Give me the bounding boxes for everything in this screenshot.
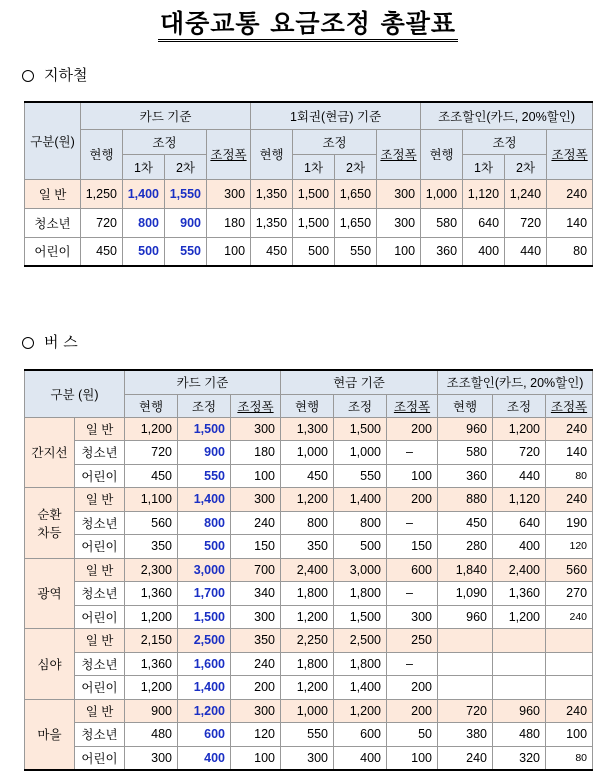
cell: 720	[81, 208, 123, 237]
current-header: 현행	[438, 394, 493, 417]
cell: 2,400	[281, 558, 334, 582]
cell: 190	[546, 511, 593, 535]
cell: 2,300	[125, 558, 178, 582]
table-row	[25, 558, 593, 582]
cell: 400	[178, 746, 231, 770]
second-header: 2차	[505, 154, 547, 179]
row-label: 청소년	[75, 723, 125, 747]
cell: 640	[463, 208, 505, 237]
cell: 360	[438, 464, 493, 488]
cell	[493, 652, 546, 676]
cell: 550	[165, 237, 207, 266]
cell: 2,400	[493, 558, 546, 582]
table-row	[25, 699, 593, 723]
cell: 1,360	[125, 652, 178, 676]
table-row	[25, 629, 593, 653]
table-row	[25, 605, 593, 629]
cell: 1,100	[125, 488, 178, 512]
cell: 270	[546, 582, 593, 606]
route-type-label-line2: 차등	[37, 525, 62, 540]
cell: 500	[123, 237, 165, 266]
cell: 1,200	[493, 605, 546, 629]
cell: 50	[387, 723, 438, 747]
cell: 180	[231, 441, 281, 465]
cell	[546, 629, 593, 653]
subway-discount-header: 조조할인(카드, 20%할인)	[421, 102, 593, 129]
cell: 1,360	[125, 582, 178, 606]
cell: –	[387, 652, 438, 676]
cell: 300	[387, 605, 438, 629]
cell: 480	[125, 723, 178, 747]
cell: 360	[421, 237, 463, 266]
cell: 100	[387, 746, 438, 770]
row-label: 어린이	[75, 535, 125, 559]
cell: 900	[165, 208, 207, 237]
cell: 240	[231, 652, 281, 676]
table-row	[25, 746, 593, 770]
cell: 100	[377, 237, 421, 266]
cell: 240	[546, 699, 593, 723]
cell	[493, 676, 546, 700]
cell: 560	[125, 511, 178, 535]
table-row	[25, 535, 593, 559]
cell: 1,200	[334, 699, 387, 723]
cell: 80	[546, 746, 593, 770]
cell: 1,600	[178, 652, 231, 676]
cell: 600	[334, 723, 387, 747]
cell: 200	[387, 417, 438, 441]
cell: –	[387, 582, 438, 606]
row-label: 일 반	[75, 488, 125, 512]
cell: 720	[438, 699, 493, 723]
range-header: 조정폭	[387, 394, 438, 417]
table-row	[25, 464, 593, 488]
table-row	[25, 237, 593, 266]
cell: 1,000	[334, 441, 387, 465]
bus-route-type	[25, 488, 75, 559]
row-label: 청소년	[75, 441, 125, 465]
table-row	[25, 417, 593, 441]
circle-bullet-icon	[22, 337, 34, 349]
cell: 240	[547, 179, 593, 208]
cell: 1,120	[493, 488, 546, 512]
cell: 440	[493, 464, 546, 488]
cell: 120	[546, 535, 593, 559]
cell: 350	[281, 535, 334, 559]
cell: 1,000	[281, 699, 334, 723]
cell: 300	[377, 179, 421, 208]
cell: 1,500	[178, 605, 231, 629]
table-row	[25, 582, 593, 606]
cell: 580	[438, 441, 493, 465]
cell: 450	[81, 237, 123, 266]
cell: –	[387, 511, 438, 535]
row-label: 어린이	[25, 237, 81, 266]
cell: 1,400	[123, 179, 165, 208]
cell: 250	[387, 629, 438, 653]
cell: 140	[547, 208, 593, 237]
subway-category-header: 구분(원)	[25, 102, 81, 179]
cell: 1,400	[178, 676, 231, 700]
row-label: 청소년	[25, 208, 81, 237]
second-header: 2차	[165, 154, 207, 179]
row-label: 어린이	[75, 676, 125, 700]
cell: 300	[377, 208, 421, 237]
current-header: 현행	[421, 129, 463, 179]
circle-bullet-icon	[22, 70, 34, 82]
cell: 440	[505, 237, 547, 266]
row-label: 일 반	[25, 179, 81, 208]
cell: 1,200	[178, 699, 231, 723]
row-label: 일 반	[75, 629, 125, 653]
current-header: 현행	[281, 394, 334, 417]
cell: 500	[334, 535, 387, 559]
cell: 240	[546, 605, 593, 629]
cell: 500	[178, 535, 231, 559]
cell: 300	[207, 179, 251, 208]
cell: 960	[438, 605, 493, 629]
cell: 640	[493, 511, 546, 535]
cell: 1,250	[81, 179, 123, 208]
cell: 100	[546, 723, 593, 747]
row-label: 청소년	[75, 652, 125, 676]
cell: 1,200	[125, 605, 178, 629]
cell	[438, 676, 493, 700]
cell: 720	[125, 441, 178, 465]
first-header: 1차	[463, 154, 505, 179]
current-header: 현행	[125, 394, 178, 417]
cell: 1,650	[335, 179, 377, 208]
cell: 450	[125, 464, 178, 488]
bus-route-type	[25, 699, 75, 770]
cell: 1,840	[438, 558, 493, 582]
cell: 1,500	[334, 417, 387, 441]
subway-cash-header: 1회권(현금) 기준	[251, 102, 421, 129]
row-label: 어린이	[75, 605, 125, 629]
table-row	[25, 488, 593, 512]
cell: 1,800	[281, 582, 334, 606]
cell: 300	[125, 746, 178, 770]
cell: 300	[231, 605, 281, 629]
cell: 1,200	[493, 417, 546, 441]
cell	[438, 629, 493, 653]
cell: –	[387, 441, 438, 465]
cell: 240	[546, 417, 593, 441]
cell: 1,800	[334, 652, 387, 676]
cell: 280	[438, 535, 493, 559]
range-header: 조정폭	[377, 129, 421, 179]
cell: 200	[387, 676, 438, 700]
route-type-label: 마을	[37, 728, 62, 742]
cell: 1,550	[165, 179, 207, 208]
cell: 560	[546, 558, 593, 582]
row-label: 어린이	[75, 464, 125, 488]
route-type-label: 광역	[37, 587, 62, 602]
cell: 100	[207, 237, 251, 266]
first-header: 1차	[293, 154, 335, 179]
adjust-header: 조정	[293, 129, 377, 154]
cell: 200	[387, 488, 438, 512]
cell: 1,200	[281, 488, 334, 512]
cell: 720	[493, 441, 546, 465]
cell: 800	[178, 511, 231, 535]
bus-cash-header: 현금 기준	[281, 370, 438, 394]
subway-section-heading: 지하철	[22, 64, 87, 85]
cell: 1,090	[438, 582, 493, 606]
cell: 1,500	[293, 179, 335, 208]
cell: 1,360	[493, 582, 546, 606]
cell: 600	[387, 558, 438, 582]
table-row	[25, 676, 593, 700]
row-label: 일 반	[75, 699, 125, 723]
row-label: 어린이	[75, 746, 125, 770]
cell: 900	[178, 441, 231, 465]
cell: 1,650	[335, 208, 377, 237]
cell: 200	[387, 699, 438, 723]
cell	[546, 676, 593, 700]
route-type-label: 심야	[37, 657, 62, 672]
cell	[546, 652, 593, 676]
subway-card-header: 카드 기준	[81, 102, 251, 129]
cell: 200	[231, 676, 281, 700]
row-label: 일 반	[75, 558, 125, 582]
cell: 3,000	[334, 558, 387, 582]
cell: 1,400	[334, 488, 387, 512]
cell: 1,120	[463, 179, 505, 208]
cell: 550	[335, 237, 377, 266]
cell: 800	[281, 511, 334, 535]
cell: 150	[387, 535, 438, 559]
cell: 1,200	[281, 605, 334, 629]
cell: 240	[231, 511, 281, 535]
cell: 2,150	[125, 629, 178, 653]
cell: 400	[463, 237, 505, 266]
cell: 700	[231, 558, 281, 582]
adjust-header: 조정	[334, 394, 387, 417]
row-label: 청소년	[75, 511, 125, 535]
bus-category-header: 구분 (원)	[25, 370, 125, 417]
cell: 450	[281, 464, 334, 488]
table-row	[25, 511, 593, 535]
cell: 80	[547, 237, 593, 266]
table-row	[25, 208, 593, 237]
cell: 300	[281, 746, 334, 770]
cell: 340	[231, 582, 281, 606]
bus-route-type	[25, 417, 75, 488]
cell: 960	[438, 417, 493, 441]
cell: 350	[231, 629, 281, 653]
cell: 450	[438, 511, 493, 535]
range-header: 조정폭	[207, 129, 251, 179]
cell: 400	[334, 746, 387, 770]
cell: 300	[231, 699, 281, 723]
cell: 1,500	[178, 417, 231, 441]
cell: 550	[334, 464, 387, 488]
cell: 1,200	[281, 676, 334, 700]
cell: 580	[421, 208, 463, 237]
cell	[438, 652, 493, 676]
cell: 240	[438, 746, 493, 770]
cell: 480	[493, 723, 546, 747]
cell: 1,000	[281, 441, 334, 465]
cell: 1,000	[421, 179, 463, 208]
cell: 240	[546, 488, 593, 512]
route-type-label: 순환	[37, 507, 62, 522]
cell: 1,350	[251, 179, 293, 208]
subway-fare-table	[24, 101, 593, 267]
route-type-label: 간지선	[31, 446, 68, 461]
second-header: 2차	[335, 154, 377, 179]
cell: 720	[505, 208, 547, 237]
cell: 350	[125, 535, 178, 559]
cell: 550	[281, 723, 334, 747]
cell: 600	[178, 723, 231, 747]
current-header: 현행	[251, 129, 293, 179]
first-header: 1차	[123, 154, 165, 179]
cell: 180	[207, 208, 251, 237]
cell: 150	[231, 535, 281, 559]
cell: 1,700	[178, 582, 231, 606]
cell: 300	[231, 417, 281, 441]
cell: 400	[493, 535, 546, 559]
adjust-header: 조정	[493, 394, 546, 417]
cell: 1,800	[281, 652, 334, 676]
cell: 500	[293, 237, 335, 266]
cell: 100	[387, 464, 438, 488]
current-header: 현행	[81, 129, 123, 179]
cell: 80	[546, 464, 593, 488]
cell: 800	[334, 511, 387, 535]
cell: 1,400	[178, 488, 231, 512]
cell: 2,500	[334, 629, 387, 653]
cell: 140	[546, 441, 593, 465]
row-label: 청소년	[75, 582, 125, 606]
cell: 320	[493, 746, 546, 770]
cell: 100	[231, 464, 281, 488]
cell: 450	[251, 237, 293, 266]
cell: 1,200	[125, 676, 178, 700]
cell: 1,240	[505, 179, 547, 208]
table-row	[25, 652, 593, 676]
bus-route-type	[25, 558, 75, 629]
cell: 100	[231, 746, 281, 770]
range-header: 조정폭	[547, 129, 593, 179]
cell: 1,500	[334, 605, 387, 629]
bus-discount-header: 조조할인(카드, 20%할인)	[438, 370, 593, 394]
cell: 880	[438, 488, 493, 512]
range-header: 조정폭	[546, 394, 593, 417]
cell: 2,250	[281, 629, 334, 653]
cell: 3,000	[178, 558, 231, 582]
range-header: 조정폭	[231, 394, 281, 417]
page-title: 대중교통 요금조정 총괄표	[0, 4, 616, 40]
table-row	[25, 179, 593, 208]
row-label: 일 반	[75, 417, 125, 441]
cell: 1,200	[125, 417, 178, 441]
cell: 900	[125, 699, 178, 723]
adjust-header: 조정	[463, 129, 547, 154]
bus-card-header: 카드 기준	[125, 370, 281, 394]
adjust-header: 조정	[178, 394, 231, 417]
cell: 1,800	[334, 582, 387, 606]
cell	[493, 629, 546, 653]
adjust-header: 조정	[123, 129, 207, 154]
cell: 1,400	[334, 676, 387, 700]
cell: 800	[123, 208, 165, 237]
cell: 960	[493, 699, 546, 723]
bus-fare-table	[24, 369, 593, 771]
cell: 300	[231, 488, 281, 512]
cell: 2,500	[178, 629, 231, 653]
cell: 120	[231, 723, 281, 747]
bus-route-type	[25, 629, 75, 700]
table-row	[25, 441, 593, 465]
cell: 1,300	[281, 417, 334, 441]
table-row	[25, 723, 593, 747]
cell: 380	[438, 723, 493, 747]
cell: 1,350	[251, 208, 293, 237]
bus-section-heading: 버 스	[22, 331, 78, 352]
cell: 1,500	[293, 208, 335, 237]
cell: 550	[178, 464, 231, 488]
